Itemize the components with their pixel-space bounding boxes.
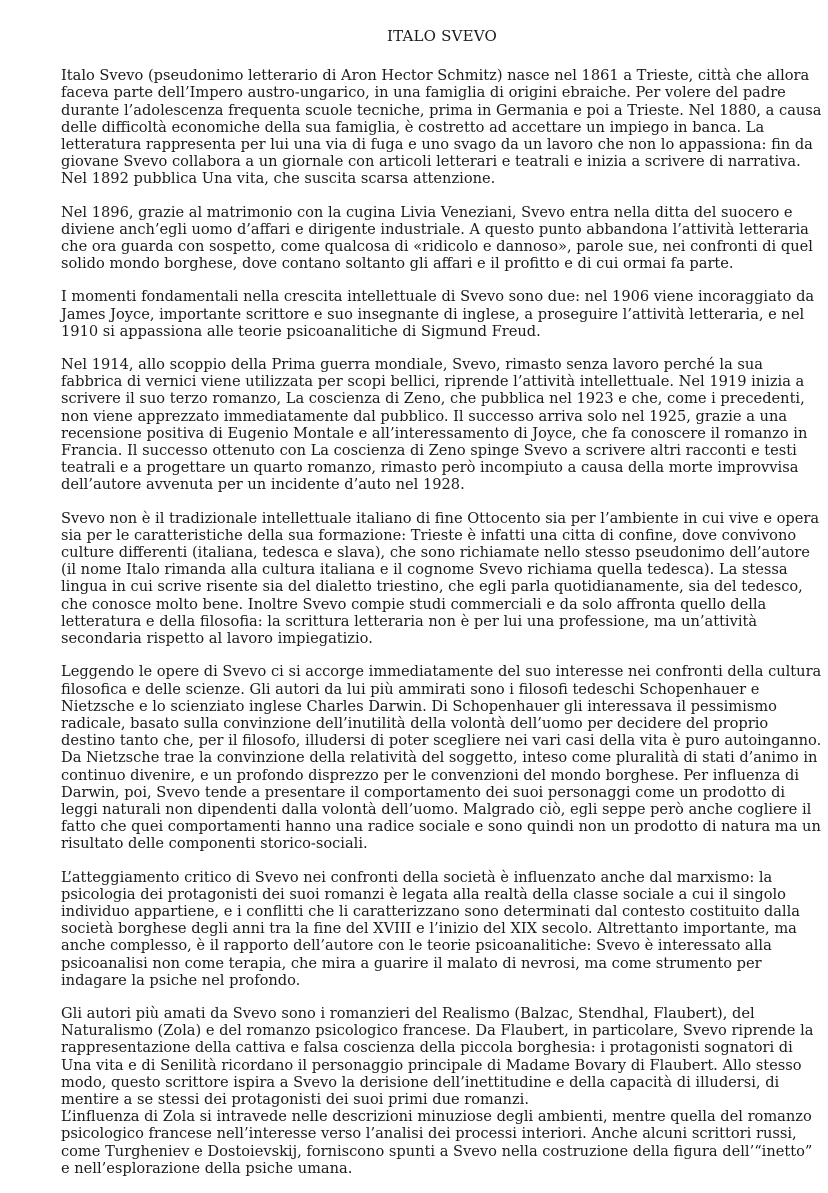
paragraph-philosophy: Leggendo le opere di Svevo ci si accorge immediatamente del suo interesse nei confronti della cultura filosofica e delle scienze. Gli autori da lui più ammirati sono i filosofi tedeschi Schopenhauer e Nietzsche e lo scienziato inglese Charles Darwin. Di Schopenhauer gli interessava il pessimismo radicale, basato sulla convinzione dell’inutilità della volontà dell’uomo per decidere del proprio destino tanto che, per il filosofo, illudersi di poter scegliere nei vari casi della vita è puro autoinganno. Da Nietzsche trae la convinzione della relatività del soggetto, inteso come pluralità di stati d’animo in continuo divenire, e un profondo disprezzo per le convenzioni del mondo borghese. Per influenza di Darwin, poi, Svevo tende a presentare il comportamento dei suoi personaggi come un prodotto di leggi naturali non dipendenti dalla volontà dell’uomo. Malgrado ciò, egli seppe però anche cogliere il fatto che quei comportamenti hanno una radice sociale e sono quindi non un prodotto di natura ma un risultato delle componenti storico-sociali. [61, 663, 822, 853]
paragraph-war-and-zeno: Nel 1914, allo scoppio della Prima guerra mondiale, Svevo, rimasto senza lavoro perché la sua fabbrica di vernici viene utilizzata per scopi bellici, riprende l’attività intellettuale. Nel 1919 inizia a scrivere il suo terzo romanzo, La coscienza di Zeno, che pubblica nel 1923 e che, come i precedenti, non viene apprezzato immediatamente dal pubblico. Il successo arriva solo nel 1925, grazie a una recensione positiva di Eugenio Montale e all’interessamento di Joyce, che fa conoscere il romanzo in Francia. Il successo ottenuto con La coscienza di Zeno spinge Svevo a scrivere altri racconti e testi teatrali e a progettare un quarto romanzo, rimasto però incompiuto a causa della morte improvvisa dell’autore avvenuta per un incidente d’auto nel 1928. [61, 356, 808, 494]
paragraph-realism-naturalism: Gli autori più amati da Svevo sono i romanzieri del Realismo (Balzac, Stendhal, Flaubert), del Naturalismo (Zola) e del romanzo psicologico francese. Da Flaubert, in particolare, Svevo riprende la rappresentazione della cattiva e falsa coscienza della piccola borghesia: i protagonisti sognatori di Una vita e di Senilità ricordano il personaggio principale di Madame Bovary di Flaubert. Allo stesso modo, questo scrittore ispira a Svevo la derisione dell’inettitudine e della capacità di illudersi, di mentire a se stessi dei protagonisti dei suoi primi due romanzi. [61, 1004, 814, 1108]
document-title: ITALO SVEVO [386, 27, 498, 45]
paragraph-marxism-psychoanalysis: L’atteggiamento critico di Svevo nei confronti della società è influenzato anche dal marxismo: la psicologia dei protagonisti dei suoi romanzi è legata alla realtà della classe sociale a cui il singolo individuo appartiene, e i conflitti che li caratterizzano sono determinati dal contesto costituito dalla società borghese degli anni tra la fine del XVIII e l’inizio del XIX secolo. Altrettanto importante, ma anche complesso, è il rapporto dell’autore con le teorie psicoanalitiche: Svevo è interessato alla psicoanalisi non come terapia, che mira a guarire il malato di nevrosi, ma come strumento per indagare la psiche nel profondo. [61, 868, 800, 989]
paragraph-intellectual-growth: I momenti fondamentali nella crescita intellettuale di Svevo sono due: nel 1906 viene incoraggiato da James Joyce, importante scrittore e suo insegnante di inglese, a proseguire l’attività letteraria, e nel 1910 si appassiona alle teorie psicoanalitiche di Sigmund Freud. [61, 288, 815, 340]
paragraph-zola-influence: L’influenza di Zola si intravede nelle descrizioni minuziose degli ambienti, mentre quella del romanzo psicologico francese nell’interesse verso l’analisi dei processi interiori. Anche alcuni scrittori russi, come Turgheniev e Dostoievskij, forniscono spunti a Svevo nella costruzione della figura dell’“inetto” e nell’esplorazione della psiche umana. [61, 1108, 813, 1177]
paragraph-formation: Svevo non è il tradizionale intellettuale italiano di fine Ottocento sia per l’ambiente in cui vive e opera sia per le caratteristiche della sua formazione: Trieste è infatti una citta di confine, dove convivono culture differenti (italiana, tedesca e slava), che sono richiamate nello stesso pseudonimo dell’autore (il nome Italo rimanda alla cultura italiana e il cognome Svevo richiama quella tedesca). La stessa lingua in cui scrive risente sia del dialetto triestino, che egli parla quotidianamente, sia del tedesco, che conosce molto bene. Inoltre Svevo compie studi commerciali e da solo affronta quello della letteratura e della filosofia: la scrittura letteraria non è per lui una professione, ma un’attività secondaria rispetto al lavoro impiegatizio. [61, 509, 820, 648]
paragraph-marriage: Nel 1896, grazie al matrimonio con la cugina Livia Veneziani, Svevo entra nella ditta del suocero e diviene anch’egli uomo d’affari e dirigente industriale. A questo punto abbandona l’attività letteraria che ora guarda con sospetto, come qualcosa di «ridicolo e dannoso», parole sue, nei confronti di quel solido mondo borghese, dove contano soltanto gli affari e il profitto e di cui ormai fa parte. [61, 203, 813, 273]
paragraph-biography-early: Italo Svevo (pseudonimo letterario di Aron Hector Schmitz) nasce nel 1861 a Trieste, città che allora faceva parte dell’Impero austro-ungarico, in una famiglia di origini ebraiche. Per volere del padre durante l’adolescenza frequenta scuole tecniche, prima in Germania e poi a Trieste. Nel 1880, a causa delle difficoltà economiche della sua famiglia, è costretto ad accettare un impiego in banca. La letteratura rappresenta per lui una via di fuga e uno svago da un lavoro che non lo appassiona: fin da giovane Svevo collabora a un giornale con articoli letterari e teatrali e inizia a scrivere di narrativa. Nel 1892 pubblica Una vita, che suscita scarsa attenzione. [61, 67, 822, 188]
document-page [61, 28, 823, 1193]
